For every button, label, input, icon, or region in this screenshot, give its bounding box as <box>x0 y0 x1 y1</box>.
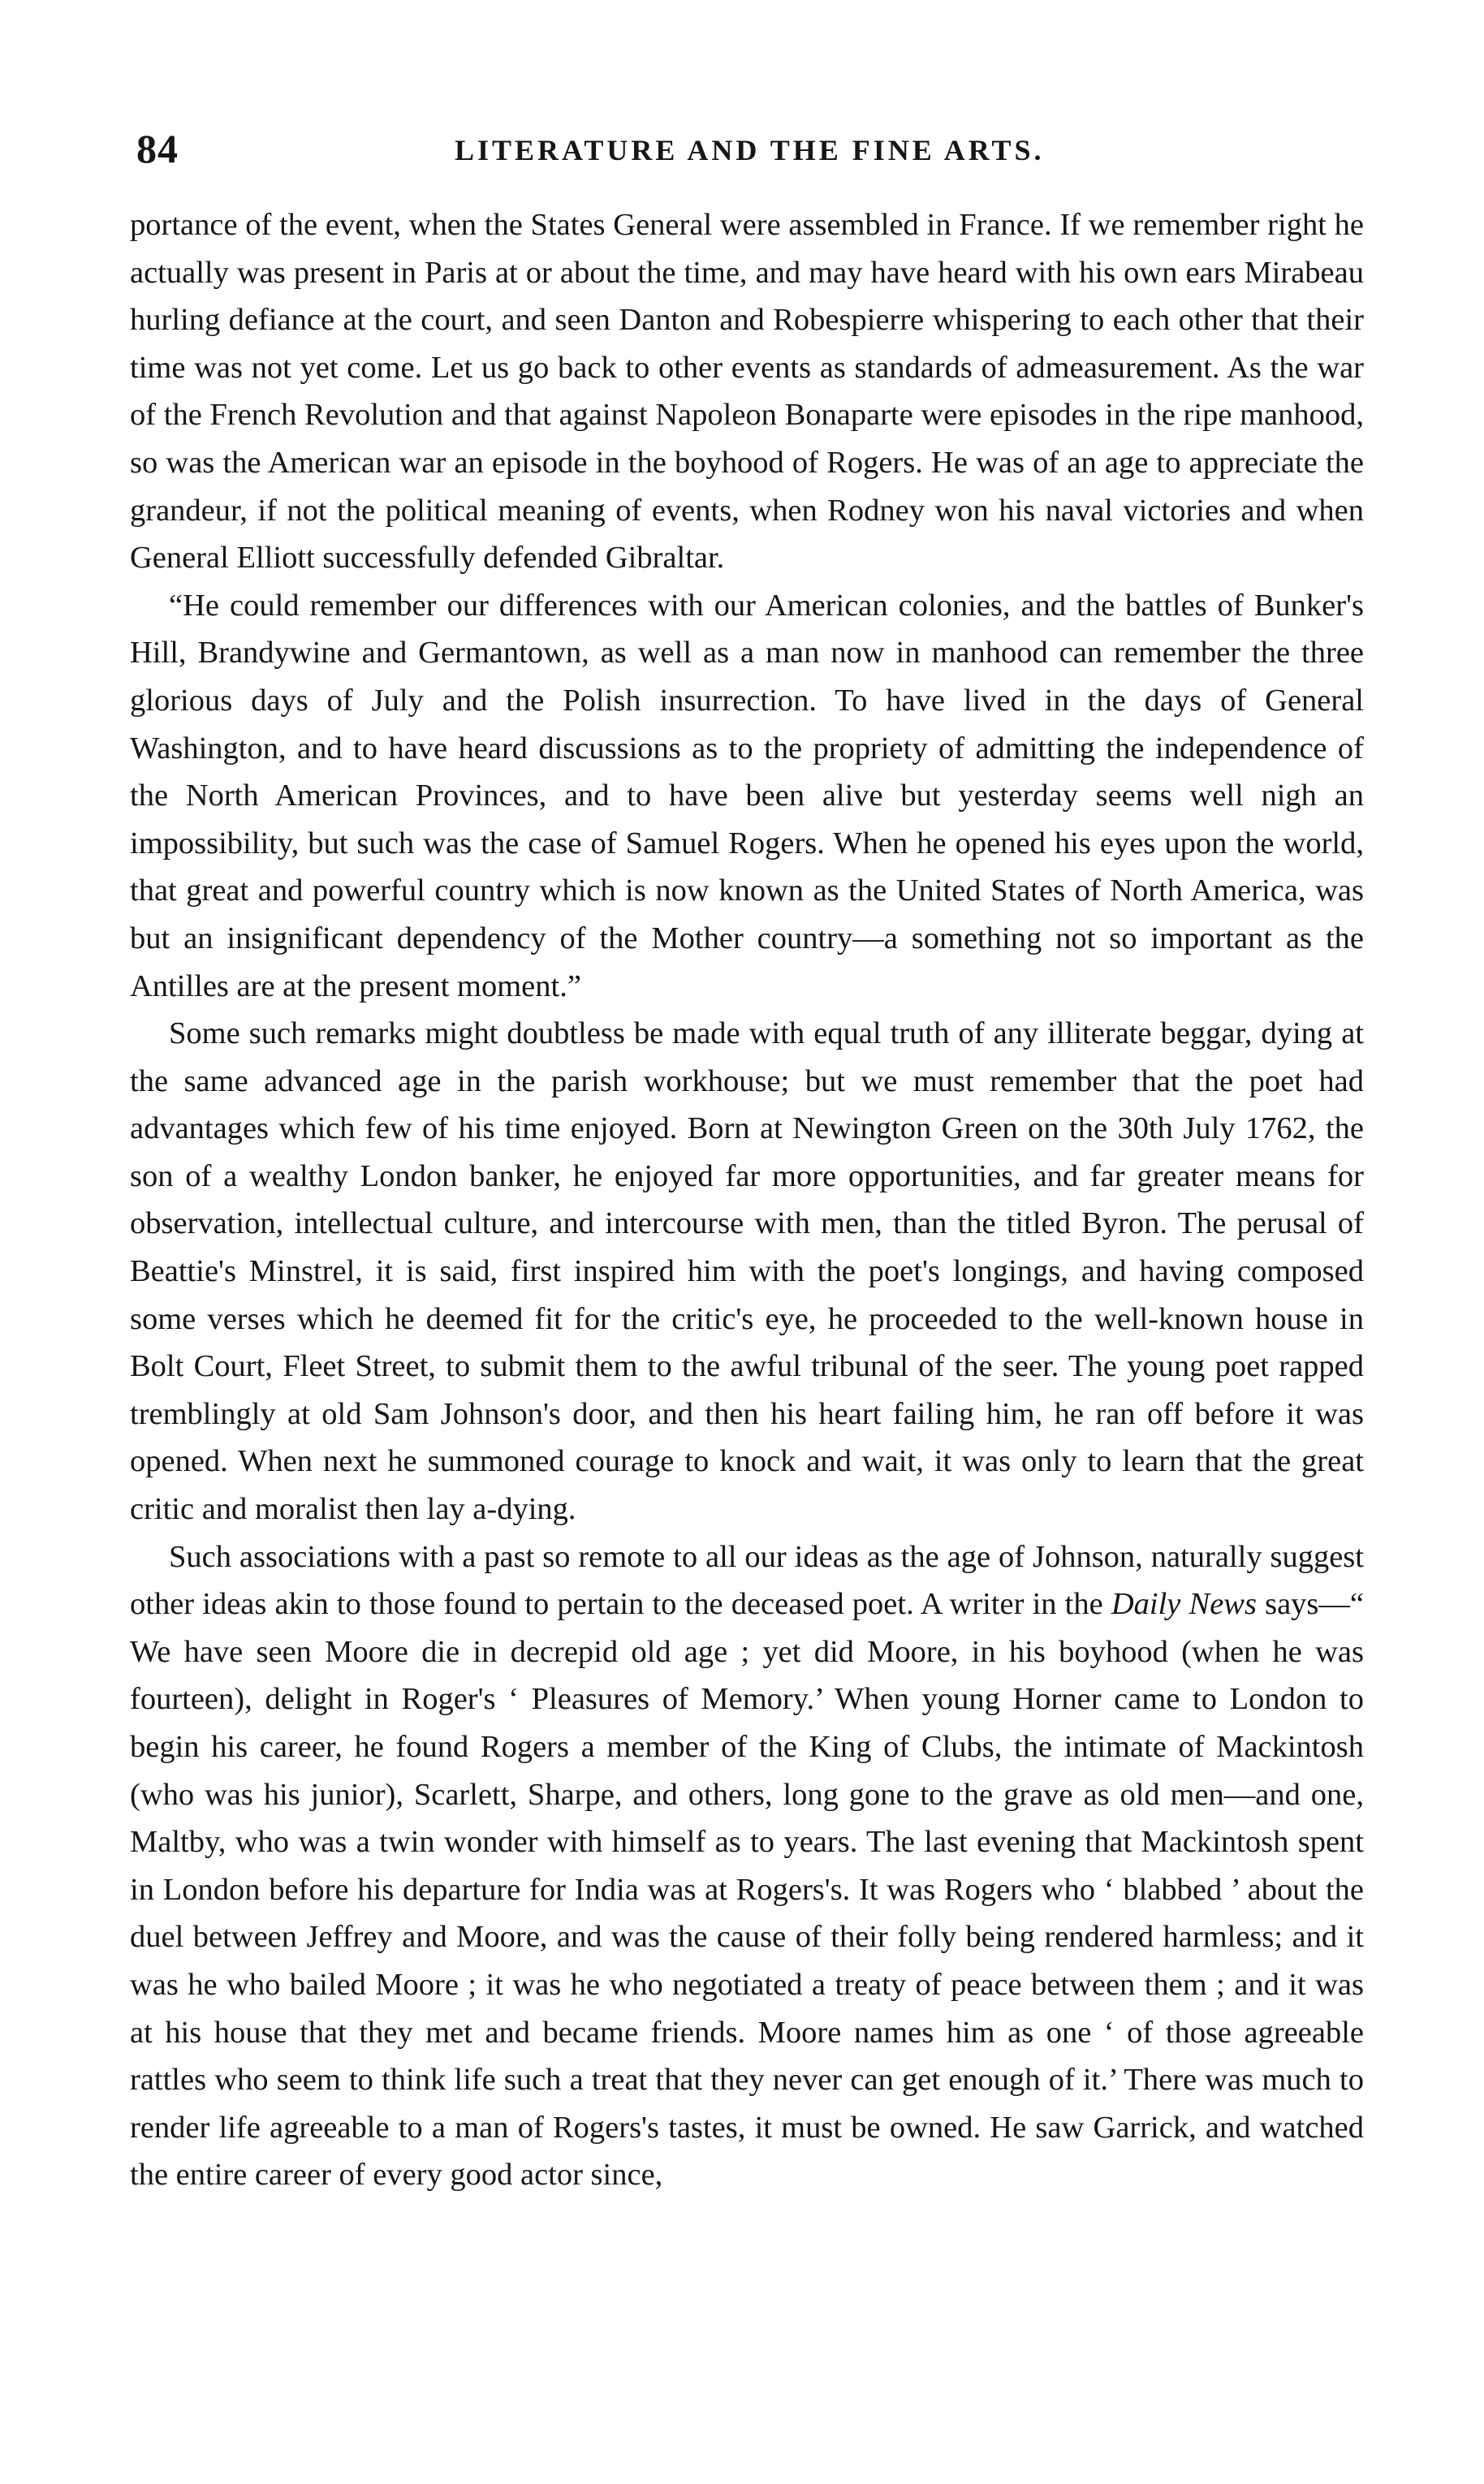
paragraph-quotation: “He could remember our differences with our American colonies, and the battles of Bunker's Hill, Brandywine and Germantown, as well as a man now in manhood can remember the three glorious days of July and the Polish insurrection. To have lived in the days of General Washington, and to have heard discussions as to the propriety of admitting the independence of the North American Provinces, and to have been alive but yesterday seems well nigh an impossibility, but such was the case of Samuel Rogers. When he opened his eyes upon the world, that great and powerful country which is now known as the United States of North America, was but an insignificant dependency of the Mother country—a something not so important as the Antilles are at the present moment.” <box>130 588 1364 1003</box>
body-text <box>130 201 1364 2199</box>
page-header <box>114 114 1372 187</box>
paragraph-associations-lead: Such associations with a past so remote to all our ideas as the age of Johnson, naturally suggest other ideas akin to those found to pertain to the deceased poet. A writer in the <box>130 1539 1364 1622</box>
paragraph-associations-rest: says—“ We have seen Moore die in decrepid old age ; yet did Moore, in his boyhood (when he was fourteen), delight in Roger's ‘ Pleasures of Memory.’ When young Horner came to London to begin his career, he found Rogers a member of the King of Clubs, the intimate of Mackintosh (who was his junior), Scarlett, Sharpe, and others, long gone to the grave as old men—and one, Maltby, who was a twin wonder with himself as to years. The last evening that Mackintosh spent in London before his departure for India was at Rogers's. It was Rogers who ‘ blabbed ’ about the duel between Jeffrey and Moore, and was the cause of their folly being rendered harmless; and it was he who bailed Moore ; it was he who negotiated a treaty of peace between them ; and it was at his house that they met and became friends. Moore names him as one ‘ of those agreeable rattles who seem to think life such a treat that they never can get enough of it.’ There was much to render life agreeable to a man of Rogers's tastes, it must be owned. He saw Garrick, and watched the entire career of every good actor since, <box>130 1587 1364 2193</box>
page-number: 84 <box>136 126 179 171</box>
paragraph-birth: Some such remarks might doubtless be made with equal truth of any illiterate beggar, dying at the same advanced age in the parish workhouse; but we must remember that the poet had advantages which few of his time enjoyed. Born at Newington Green on the 30th July 1762, the son of a wealthy London banker, he enjoyed far more opportunities, and far greater means for observation, intellectual culture, and intercourse with men, than the titled Byron. The perusal of Beattie's Minstrel, it is said, first inspired him with the poet's longings, and having composed some verses which he deemed fit for the critic's eye, he proceeded to the well-known house in Bolt Court, Fleet Street, to submit them to the awful tribunal of the seer. The young poet rapped tremblingly at old Sam Johnson's door, and then his heart failing him, he ran off before it was opened. When next he summoned courage to knock and wait, it was only to learn that the great critic and moralist then lay a-dying. <box>130 1016 1364 1527</box>
paragraph-associations <box>130 1533 1364 2199</box>
paragraph-continued: portance of the event, when the States General were assembled in France. If we remember right he actually was present in Paris at or about the time, and may have heard with his own ears Mirabeau hurling defiance at the court, and seen Danton and Robespierre whispering to each other that their time was not yet come. Let us go back to other events as standards of admeasurement. As the war of the French Revolution and that against Napoleon Bonaparte were episodes in the ripe manhood, so was the American war an episode in the boyhood of Rogers. He was of an age to appreciate the grandeur, if not the political meaning of events, when Rodney won his naval victories and when General Elliott successfully defended Gibraltar. <box>130 208 1364 576</box>
newspaper-title: Daily News <box>1111 1587 1257 1622</box>
book-page <box>114 114 1372 2452</box>
running-head: LITERATURE AND THE FINE ARTS. <box>455 134 1045 166</box>
